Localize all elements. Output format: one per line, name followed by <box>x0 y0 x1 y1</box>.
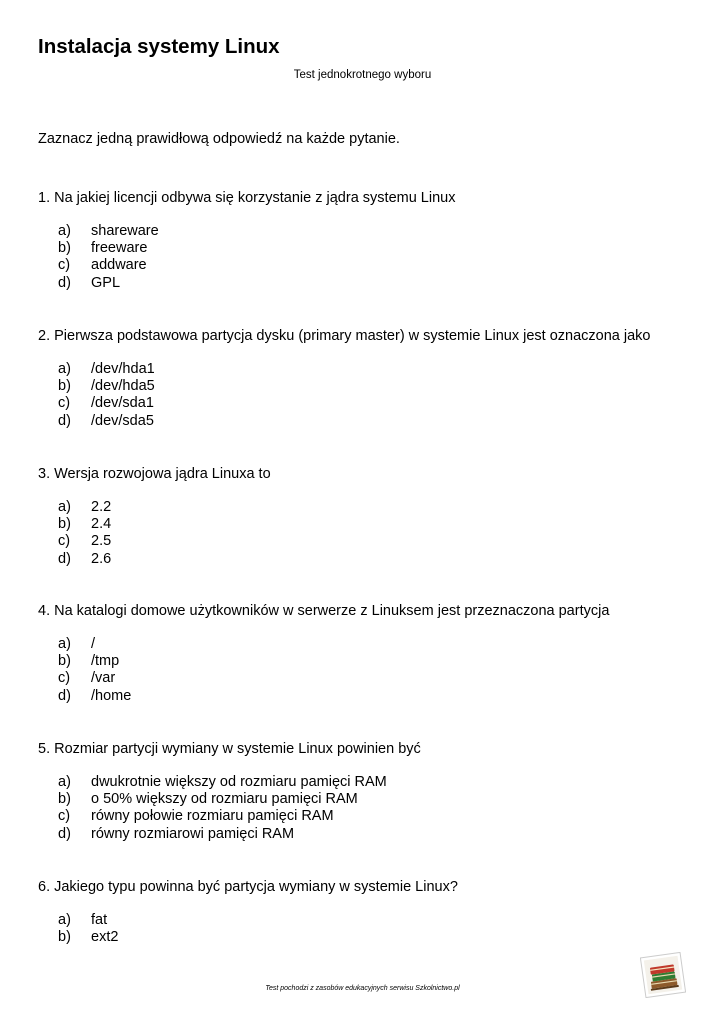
answer-option <box>38 533 698 550</box>
answer-list <box>38 912 698 946</box>
question-text: 2. Pierwsza podstawowa partycja dysku (primary master) w systemie Linux jest oznaczona jako <box>38 328 651 344</box>
answer-text: 2.4 <box>91 516 112 533</box>
question-text: 6. Jakiego typu powinna być partycja wymiany w systemie Linux? <box>38 879 458 895</box>
answer-letter: b) <box>58 791 71 808</box>
answer-text: GPL <box>91 274 121 291</box>
answer-text: /dev/hda1 <box>91 361 155 377</box>
answer-text: 2.6 <box>91 550 112 567</box>
answer-text: /dev/sda5 <box>91 412 154 429</box>
answer-letter: b) <box>58 516 71 533</box>
answer-letter: c) <box>58 395 71 412</box>
answer-list <box>38 774 698 843</box>
answer-letter: d) <box>58 550 71 567</box>
answer-text: równy rozmiarowi pamięci RAM <box>91 825 295 842</box>
answer-list <box>38 361 698 430</box>
answer-option <box>38 774 698 791</box>
answer-option <box>38 275 698 292</box>
question-1 <box>38 189 698 292</box>
document-title: Instalacja systemy Linux <box>38 35 280 58</box>
answer-text: /home <box>91 687 132 704</box>
answer-option <box>38 929 698 946</box>
answer-option <box>38 499 698 516</box>
answer-text: o 50% większy od rozmiaru pamięci RAM <box>91 791 358 808</box>
answer-letter: a) <box>58 774 71 790</box>
answer-text: freeware <box>91 240 148 257</box>
answer-option <box>38 636 698 653</box>
answer-list <box>38 499 698 568</box>
answer-option <box>38 653 698 670</box>
answer-text: dwukrotnie większy od rozmiaru pamięci RAM <box>91 774 387 790</box>
answer-letter: b) <box>58 653 71 670</box>
answer-option <box>38 378 698 395</box>
answer-text: /tmp <box>91 653 120 670</box>
answer-option <box>38 688 698 705</box>
answer-option <box>38 516 698 533</box>
question-3 <box>38 465 698 568</box>
answer-text: fat <box>91 912 108 928</box>
answer-letter: b) <box>58 378 71 395</box>
answer-list <box>38 223 698 292</box>
answer-text: 2.2 <box>91 499 112 515</box>
answer-text: addware <box>91 257 147 274</box>
answer-text: / <box>91 636 96 652</box>
answer-letter: c) <box>58 808 71 825</box>
answer-option <box>38 240 698 257</box>
question-2 <box>38 327 698 430</box>
answer-option <box>38 257 698 274</box>
question-4 <box>38 602 698 705</box>
answer-letter: d) <box>58 412 71 429</box>
answer-letter: d) <box>58 274 71 291</box>
answer-letter: a) <box>58 912 71 928</box>
answer-text: shareware <box>91 223 159 239</box>
answer-text: /dev/sda1 <box>91 395 154 412</box>
answer-option <box>38 395 698 412</box>
stacked-books-icon <box>640 952 686 998</box>
answer-option <box>38 223 698 240</box>
question-6 <box>38 878 698 946</box>
question-text: 1. Na jakiej licencji odbywa się korzystanie z jądra systemu Linux <box>38 190 456 206</box>
question-5 <box>38 740 698 843</box>
answer-letter: a) <box>58 636 71 652</box>
answer-letter: a) <box>58 499 71 515</box>
answer-option <box>38 791 698 808</box>
footer-source-note: Test pochodzi z zasobów edukacyjnych serwisu Szkolnictwo.pl <box>265 985 460 992</box>
question-text: 4. Na katalogi domowe użytkowników w serwerze z Linuksem jest przeznaczona partycja <box>38 603 610 619</box>
answer-letter: d) <box>58 687 71 704</box>
answer-text: /var <box>91 670 116 687</box>
answer-letter: d) <box>58 825 71 842</box>
answer-letter: a) <box>58 361 71 377</box>
answer-letter: b) <box>58 240 71 257</box>
answer-letter: a) <box>58 223 71 239</box>
answer-list <box>38 636 698 705</box>
answer-letter: c) <box>58 670 71 687</box>
answer-text: równy połowie rozmiaru pamięci RAM <box>91 808 334 825</box>
instruction-text: Zaznacz jedną prawidłową odpowiedź na każde pytanie. <box>38 131 400 147</box>
answer-option <box>38 826 698 843</box>
document-subtitle: Test jednokrotnego wyboru <box>293 69 432 81</box>
answer-text: 2.5 <box>91 533 112 550</box>
answer-option <box>38 361 698 378</box>
answer-option <box>38 413 698 430</box>
answer-text: ext2 <box>91 929 119 946</box>
answer-text: /dev/hda5 <box>91 378 155 395</box>
answer-option <box>38 551 698 568</box>
question-text: 5. Rozmiar partycji wymiany w systemie Linux powinien być <box>38 741 421 757</box>
answer-letter: c) <box>58 533 71 550</box>
answer-letter: c) <box>58 257 71 274</box>
question-text: 3. Wersja rozwojowa jądra Linuxa to <box>38 466 271 482</box>
answer-option <box>38 808 698 825</box>
answer-option <box>38 912 698 929</box>
answer-letter: b) <box>58 929 71 946</box>
answer-option <box>38 670 698 687</box>
